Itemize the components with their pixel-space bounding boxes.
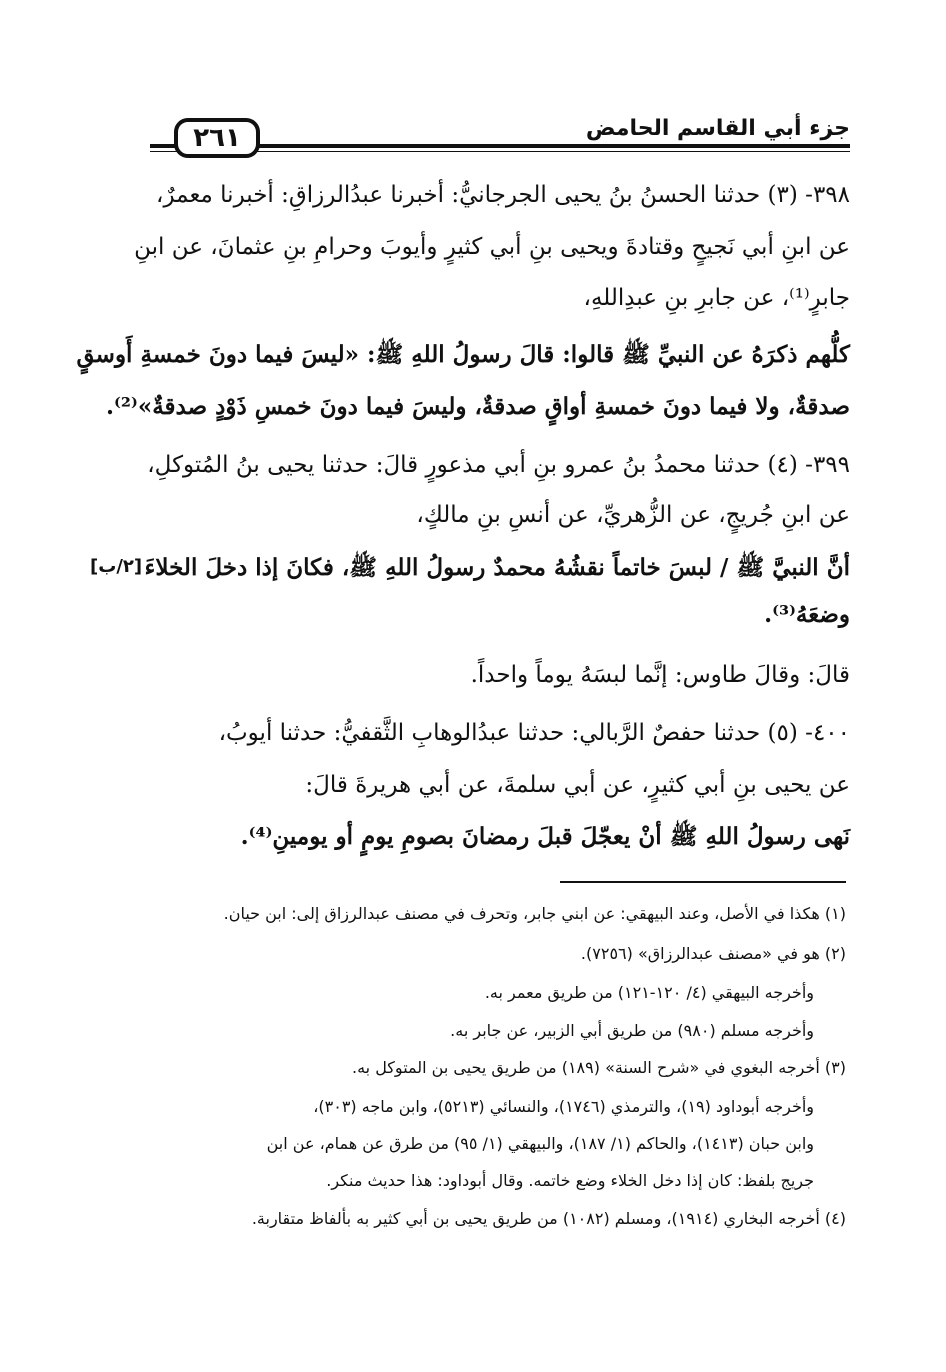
text-line: وضعَهُ⁽³⁾. [764,601,850,628]
text-line: ٣٩٩- (٤) حدثنا محمدُ بنُ عمرو بنِ أبي مذعورٍ قالَ: حدثنا يحيى بنُ المُتوكلِ، [147,452,850,478]
footnote-line: وابن حبان (١٤١٣)، والحاكم (١/ ١٨٧)، والبيهقي (١/ ٩٥) من طرق عن همام، عن ابن [266,1134,814,1153]
text-line: ٤٠٠- (٥) حدثنا حفصٌ الرَّبالي: حدثنا عبدُالوهابِ الثَّقفيُّ: حدثنا أيوبُ، [218,720,850,746]
text-line: نَهى رسولُ اللهِ ﷺ أنْ يعجّلَ قبلَ رمضانَ بصومِ يومٍ أو يومينِ⁽⁴⁾. [240,823,850,850]
footnote-line: وأخرجه مسلم (٩٨٠) من طريق أبي الزبير، عن جابر به. [450,1021,814,1040]
book-title: جزء أبي القاسم الحامض [585,116,850,141]
text-line: قالَ: وقالَ طاوس: إنَّما لبسَهُ يوماً واحداً. [470,662,850,688]
text-line: أنَّ النبيَّ ﷺ / لبسَ خاتماً نقشُهُ محمدٌ رسولُ اللهِ ﷺ، فكانَ إذا دخلَ الخلاءَ [144,554,850,581]
footnote-line: (٤) أخرجه البخاري (١٩١٤)، ومسلم (١٠٨٢) من طريق يحيى بن أبي كثير به بألفاظ متقاربة. [251,1209,846,1228]
footnote-line: (٢) هو في «مصنف عبدالرزاق» (٧٢٥٦). [580,944,846,963]
text-line: عن ابنِ جُريجٍ، عن الزُّهريِّ، عن أنسِ بنِ مالكٍ، [416,502,850,528]
page-number: ٢٦١ [174,118,260,158]
text-line: ٣٩٨- (٣) حدثنا الحسنُ بنُ يحيى الجرجانيُّ: أخبرنا عبدُالرزاقِ: أخبرنا معمرٌ، [156,182,850,208]
margin-note: [٢/ب] [90,556,143,577]
footnote-line: وأخرجه أبوداود (١٩)، والترمذي (١٧٤٦)، والنسائي (٥٢١٣)، وابن ماجه (٣٠٣)، [313,1097,814,1116]
page-header [150,112,850,160]
text-line: جابرٍ⁽¹⁾، عن جابرِ بنِ عبدِاللهِ، [583,285,850,311]
text-line: كلُّهم ذكرَهُ عن النبيِّ ﷺ قالوا: قالَ رسولُ اللهِ ﷺ: «ليسَ فيما دونَ خمسةِ أَوسقٍ [76,341,850,368]
text-line: عن ابنِ أبي نَجيحٍ وقتادةَ ويحيى بنِ أبي كثيرٍ وأيوبَ وحرامِ بنِ عثمانَ، عن ابنِ [134,234,850,260]
text-line: صدقةٌ، ولا فيما دونَ خمسةِ أواقٍ صدقةٌ، وليسَ فيما دونَ خمسِ ذَوْدٍ صدقةٌ»⁽²⁾. [106,393,850,420]
text-line: عن يحيى بنِ أبي كثيرٍ، عن أبي سلمةَ، عن أبي هريرةَ قالَ: [305,772,850,798]
footnote-line: (٣) أخرجه البغوي في «شرح السنة» (١٨٩) من طريق يحيى بن المتوكل به. [351,1058,846,1077]
footnote-line: جريج بلفظ: كان إذا دخل الخلاء وضع خاتمه. وقال أبوداود: هذا حديث منكر. [326,1171,814,1190]
footnote-line: وأخرجه البيهقي (٤/ ١٢٠-١٢١) من طريق معمر به. [484,983,814,1002]
footnote-line: (١) هكذا في الأصل، وعند البيهقي: عن ابني جابر، وتحرف في مصنف عبدالرزاق إلى: ابن حيان. [223,904,846,923]
footnote-separator [560,881,846,883]
